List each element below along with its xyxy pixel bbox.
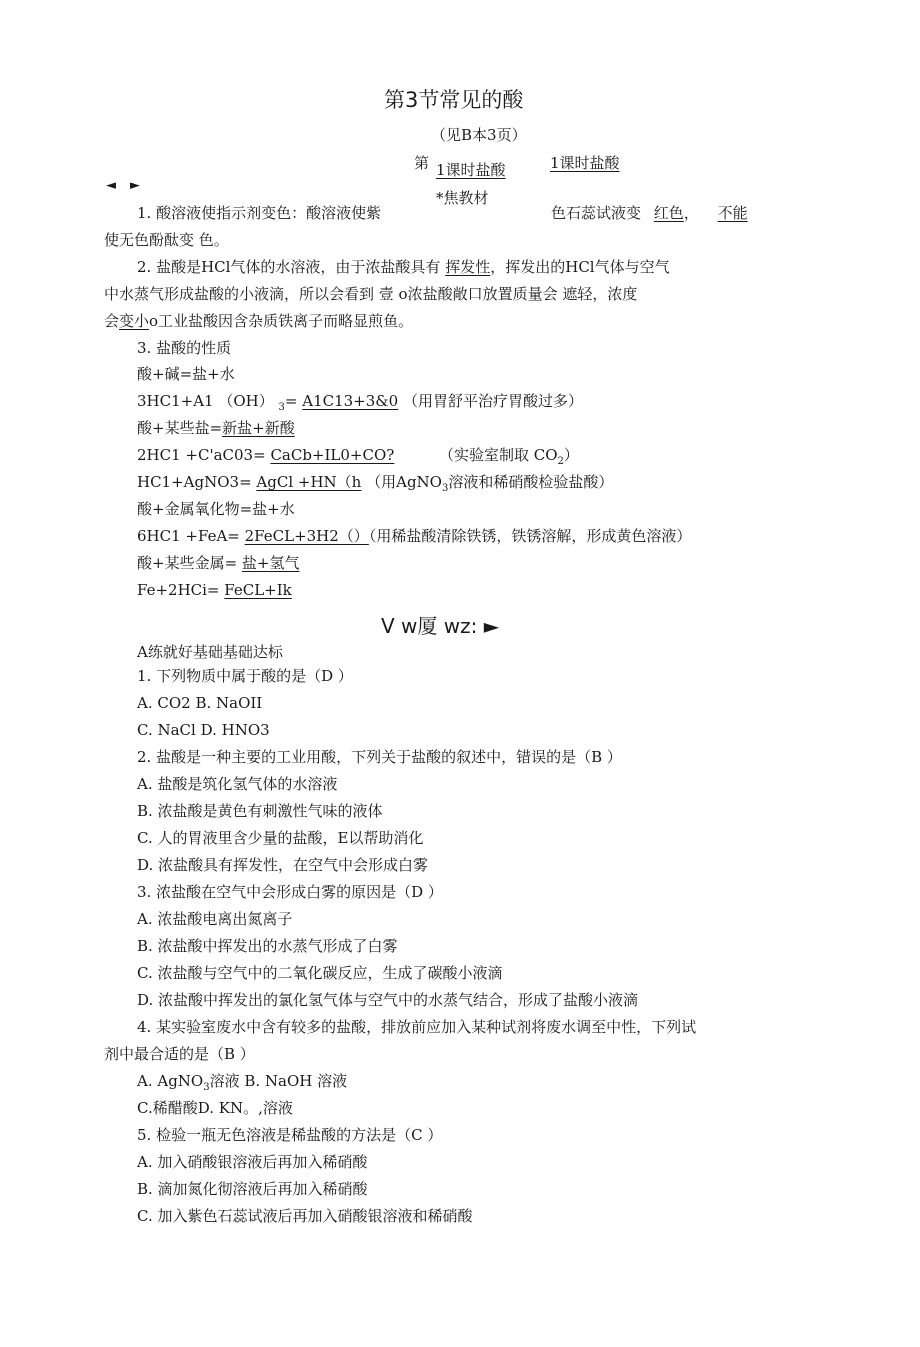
- question-option: C. NaCl D. HNO3: [137, 721, 270, 739]
- question: 1. 下列物质中属于酸的是（D ）: [137, 667, 353, 685]
- text-segment: 酸+某些盐=: [137, 419, 223, 437]
- nav-right-icon: ►: [130, 178, 140, 193]
- text-segment: A. AgNO: [137, 1072, 204, 1090]
- lesson-label-prefix: 第: [414, 154, 430, 172]
- equation-line: [137, 526, 691, 546]
- answer-red: 红色: [653, 204, 684, 222]
- question: 5. 检验一瓶无色溶液是稀盐酸的方法是（C ）: [137, 1126, 443, 1144]
- question: 剂中最合适的是（B ）: [104, 1045, 255, 1063]
- text-segment: 酸+某些金属=: [137, 554, 242, 572]
- text-segment: ，: [683, 204, 699, 222]
- text-segment: （用AgNO: [361, 473, 442, 491]
- question-option: A. 盐酸是筑化氢气体的水溶液: [137, 775, 338, 793]
- answer-salt-hydrogen: 盐+氢气: [241, 554, 300, 572]
- lesson-label: 1课时盐酸: [436, 161, 506, 179]
- question-option: B. 浓盐酸中挥发出的水蒸气形成了白雾: [137, 937, 398, 955]
- equation-line: [137, 472, 613, 499]
- text-segment: 溶液 B. NaOH 溶液: [209, 1072, 348, 1090]
- answer-equation: 2FeCL+3H2（）: [244, 527, 369, 545]
- answer-cannot: 不能: [717, 204, 748, 222]
- subscript: 3: [441, 483, 449, 494]
- question-option: A. 浓盐酸电离出氮离子: [137, 910, 293, 928]
- text-line: 1. 酸溶液使指示剂变色：酸溶液使紫: [137, 204, 382, 222]
- text-segment: o工业盐酸因含杂质铁离子而略显煎鱼。: [149, 312, 414, 330]
- equation-note: [439, 445, 579, 472]
- text-segment: ）: [563, 446, 579, 464]
- text-line: [137, 418, 295, 438]
- question-option: B. 滴加氮化彻溶液后再加入稀硝酸: [137, 1180, 368, 1198]
- text-segment: 会: [104, 312, 120, 330]
- section-banner: V w厦 wz: ►: [381, 614, 500, 638]
- question: 4. 某实验室废水中含有较多的盐酸，排放前应加入某种试剂将废水调至中性，下列试: [137, 1018, 697, 1036]
- text-line: 酸+碱=盐+水: [137, 365, 235, 383]
- text-segment: 6HC1 +FeA=: [137, 527, 245, 545]
- text-line: [137, 257, 670, 277]
- question-option: A. CO2 B. NaOII: [137, 694, 263, 712]
- question-option: D. 浓盐酸具有挥发性，在空气中会形成白雾: [137, 856, 429, 874]
- text-line: 中水蒸气形成盐酸的小液滴，所以会看到 壹 o浓盐酸敞口放置质量会 遮轻，浓度: [104, 285, 638, 303]
- subscript: 3: [278, 402, 285, 413]
- text-segment: 3HC1+A1 （OH）: [137, 392, 279, 410]
- question: 3. 浓盐酸在空气中会形成白雾的原因是（D ）: [137, 883, 443, 901]
- question-option: C. 人的胃液里含少量的盐酸，E以帮助消化: [137, 829, 424, 847]
- text-line: [137, 553, 299, 573]
- text-segment: （用胃舒平治疗胃酸过多）: [398, 392, 583, 410]
- answer-smaller: 变小: [119, 312, 150, 330]
- answer-new-salt: 新盐+新酸: [222, 419, 295, 437]
- text-segment: HC1+AgNO3=: [137, 473, 257, 491]
- subscript: 3: [203, 1082, 210, 1093]
- text-segment: 2HC1 +C'aC03=: [137, 446, 271, 464]
- exercise-heading: A练就好基础基础达标: [137, 643, 283, 661]
- text-segment: 2. 盐酸是HCl气体的水溶液，由于浓盐酸具有: [137, 258, 441, 276]
- text-segment: =: [284, 392, 303, 410]
- text-line: 3. 盐酸的性质: [137, 339, 232, 357]
- question-option: C.稀醋酸D. KN。,溶液: [137, 1099, 293, 1117]
- text-line: 使无色酚酞变 色。: [104, 231, 229, 249]
- question-option: C. 浓盐酸与空气中的二氧化碳反应，生成了碳酸小液滴: [137, 964, 503, 982]
- text-segment: 溶液和稀硝酸检验盐酸）: [448, 473, 614, 491]
- equation-line: [137, 391, 583, 418]
- text-segment: （实验室制取 CO: [439, 446, 558, 464]
- answer-equation: A1C13+3&0: [302, 392, 399, 410]
- question-option: B. 浓盐酸是黄色有刺激性气味的液体: [137, 802, 383, 820]
- question: 2. 盐酸是一种主要的工业用酸，下列关于盐酸的叙述中，错误的是（B ）: [137, 748, 622, 766]
- question-option: [137, 1071, 347, 1098]
- question-option: D. 浓盐酸中挥发出的氯化氢气体与空气中的水蒸气结合，形成了盐酸小液滴: [137, 991, 639, 1009]
- page-reference: （见B本3页）: [431, 126, 527, 144]
- equation-line: [137, 445, 394, 465]
- text-segment: 色石蕊试液变: [551, 204, 642, 222]
- page-title: 第3节常见的酸: [384, 88, 524, 112]
- text-segment: ，挥发出的HCl气体与空气: [490, 258, 670, 276]
- subscript: 2: [557, 456, 564, 467]
- answer-equation: CaCb+IL0+CO?: [270, 446, 395, 464]
- text-line: 酸+金属氧化物=盐+水: [137, 500, 295, 518]
- lesson-label-duplicate: 1课时盐酸: [550, 154, 620, 172]
- equation-line: [137, 580, 292, 600]
- text-segment: Fe+2HCi=: [137, 581, 225, 599]
- text-line: [551, 203, 748, 223]
- question-option: A. 加入硝酸银溶液后再加入稀硝酸: [137, 1153, 368, 1171]
- answer-volatile: 挥发性: [445, 258, 491, 276]
- nav-left-icon: ◄: [106, 178, 116, 193]
- question-option: C. 加入紫色石蕊试液后再加入硝酸银溶液和稀硝酸: [137, 1207, 473, 1225]
- answer-equation: AgCl +HN（h: [256, 473, 362, 491]
- section-heading-textbook: *焦教材: [436, 189, 489, 207]
- text-line: [104, 311, 413, 331]
- text-segment: （用稀盐酸清除铁锈，铁锈溶解，形成黄色溶液）: [368, 527, 692, 545]
- answer-equation: FeCL+Ik: [224, 581, 292, 599]
